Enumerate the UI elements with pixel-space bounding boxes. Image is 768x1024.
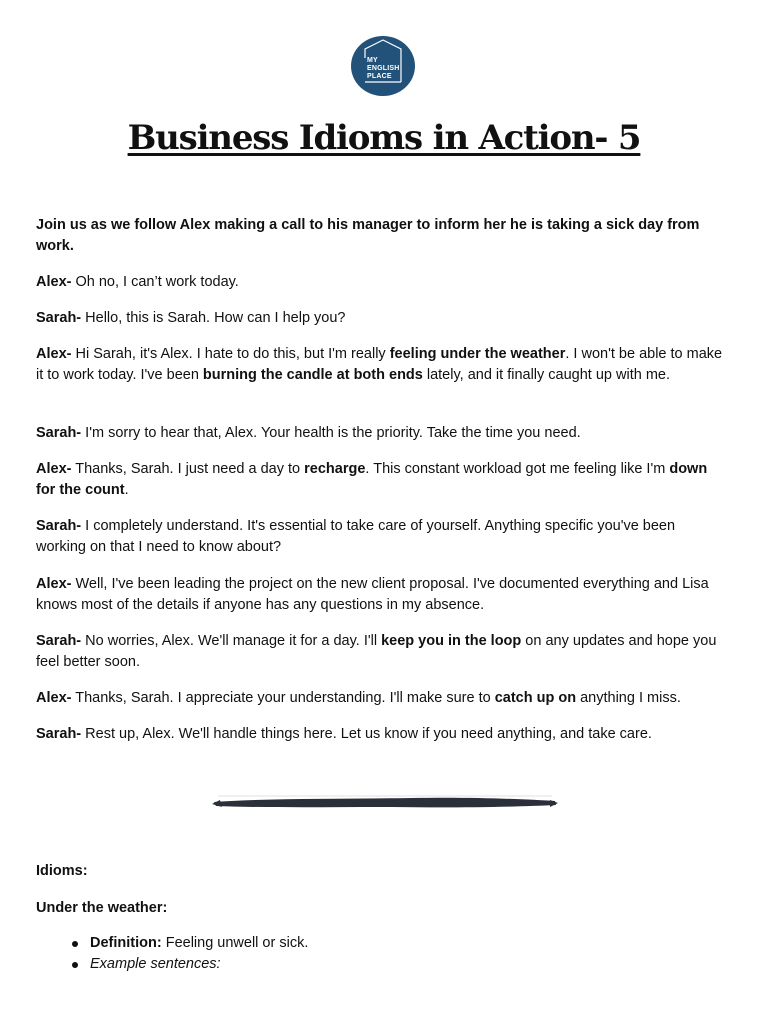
example-sentences-label: Example sentences: bbox=[90, 956, 221, 972]
speaker-label: Alex- bbox=[36, 576, 72, 592]
idiom-highlight: feeling under the weather bbox=[389, 346, 566, 362]
definition-text: Feeling unwell or sick. bbox=[161, 935, 309, 951]
line-text: Thanks, Sarah. I just need a day to bbox=[71, 461, 305, 477]
intro-paragraph: Join us as we follow Alex making a call to his manager to inform her he is taking a sick day from work. bbox=[36, 217, 700, 254]
line-text: I'm sorry to hear that, Alex. Your health is the priority. Take the time you need. bbox=[81, 425, 581, 441]
speaker-label: Alex- bbox=[36, 274, 72, 290]
line-text: . I won't be able to make it to work today. I've been bbox=[36, 346, 723, 383]
idiom-highlight: burning the candle at both ends bbox=[202, 367, 423, 383]
page-title: Business Idioms in Action- 5 bbox=[127, 118, 641, 158]
dialogue-line-10 bbox=[36, 724, 726, 745]
list-item bbox=[36, 933, 726, 954]
line-text: anything I miss. bbox=[576, 690, 681, 706]
idiom-highlight: recharge bbox=[304, 461, 366, 477]
dialogue-line-9 bbox=[36, 688, 726, 709]
dialogue-line-1 bbox=[36, 272, 726, 293]
speaker-label: Alex- bbox=[36, 346, 72, 362]
idiom-details-list bbox=[36, 933, 726, 975]
logo-text bbox=[367, 57, 400, 81]
speaker-label: Alex- bbox=[36, 690, 72, 706]
dialogue-line-2 bbox=[36, 308, 726, 329]
idiom-subheading: Under the weather: bbox=[36, 900, 168, 916]
speaker-label: Sarah- bbox=[36, 425, 82, 441]
dialogue-line-5 bbox=[36, 459, 726, 501]
idiom-highlight: down for the count bbox=[36, 461, 708, 498]
bullet-icon bbox=[72, 941, 78, 947]
line-text: . bbox=[124, 482, 129, 498]
line-text: lately, and it finally caught up with me. bbox=[422, 367, 671, 383]
dialogue-line-8 bbox=[36, 631, 726, 673]
dialogue-line-3 bbox=[36, 344, 726, 386]
line-text: Hi Sarah, it's Alex. I hate to do this, but I'm really bbox=[71, 346, 390, 362]
speaker-label: Sarah- bbox=[36, 633, 82, 649]
line-text: on any updates and hope you feel better soon. bbox=[36, 633, 717, 670]
speaker-label: Sarah- bbox=[36, 310, 82, 326]
line-text: Well, I've been leading the project on the new client proposal. I've documented everything and Lisa knows most of the details if anyone has any questions in my absence. bbox=[36, 576, 709, 613]
logo-line: MY bbox=[367, 57, 378, 64]
line-text: I completely understand. It's essential to take care of yourself. Anything specific you've been working on that I need to know about? bbox=[36, 518, 676, 555]
line-text: No worries, Alex. We'll manage it for a day. I'll bbox=[81, 633, 382, 649]
speaker-label: Alex- bbox=[36, 461, 72, 477]
speaker-label: Sarah- bbox=[36, 518, 82, 534]
dialogue-line-4 bbox=[36, 423, 726, 444]
line-text: Thanks, Sarah. I appreciate your understanding. I'll make sure to bbox=[71, 690, 495, 706]
line-text: Oh no, I can’t work today. bbox=[71, 274, 239, 290]
logo-line: ENGLISH bbox=[367, 65, 400, 72]
line-text: Hello, this is Sarah. How can I help you? bbox=[81, 310, 346, 326]
logo-line: PLACE bbox=[367, 73, 392, 80]
brush-divider bbox=[212, 793, 558, 815]
list-item bbox=[36, 954, 726, 975]
dialogue-line-7 bbox=[36, 574, 726, 616]
line-text: . This constant workload got me feeling like I'm bbox=[365, 461, 670, 477]
logo bbox=[351, 36, 415, 96]
line-text: Rest up, Alex. We'll handle things here. Let us know if you need anything, and take care. bbox=[81, 726, 652, 742]
idioms-heading: Idioms: bbox=[36, 863, 88, 879]
idiom-highlight: keep you in the loop bbox=[381, 633, 522, 649]
bullet-icon bbox=[72, 962, 78, 968]
dialogue-line-6 bbox=[36, 516, 726, 558]
definition-label: Definition: bbox=[90, 935, 162, 951]
idiom-highlight: catch up on bbox=[494, 690, 577, 706]
speaker-label: Sarah- bbox=[36, 726, 82, 742]
